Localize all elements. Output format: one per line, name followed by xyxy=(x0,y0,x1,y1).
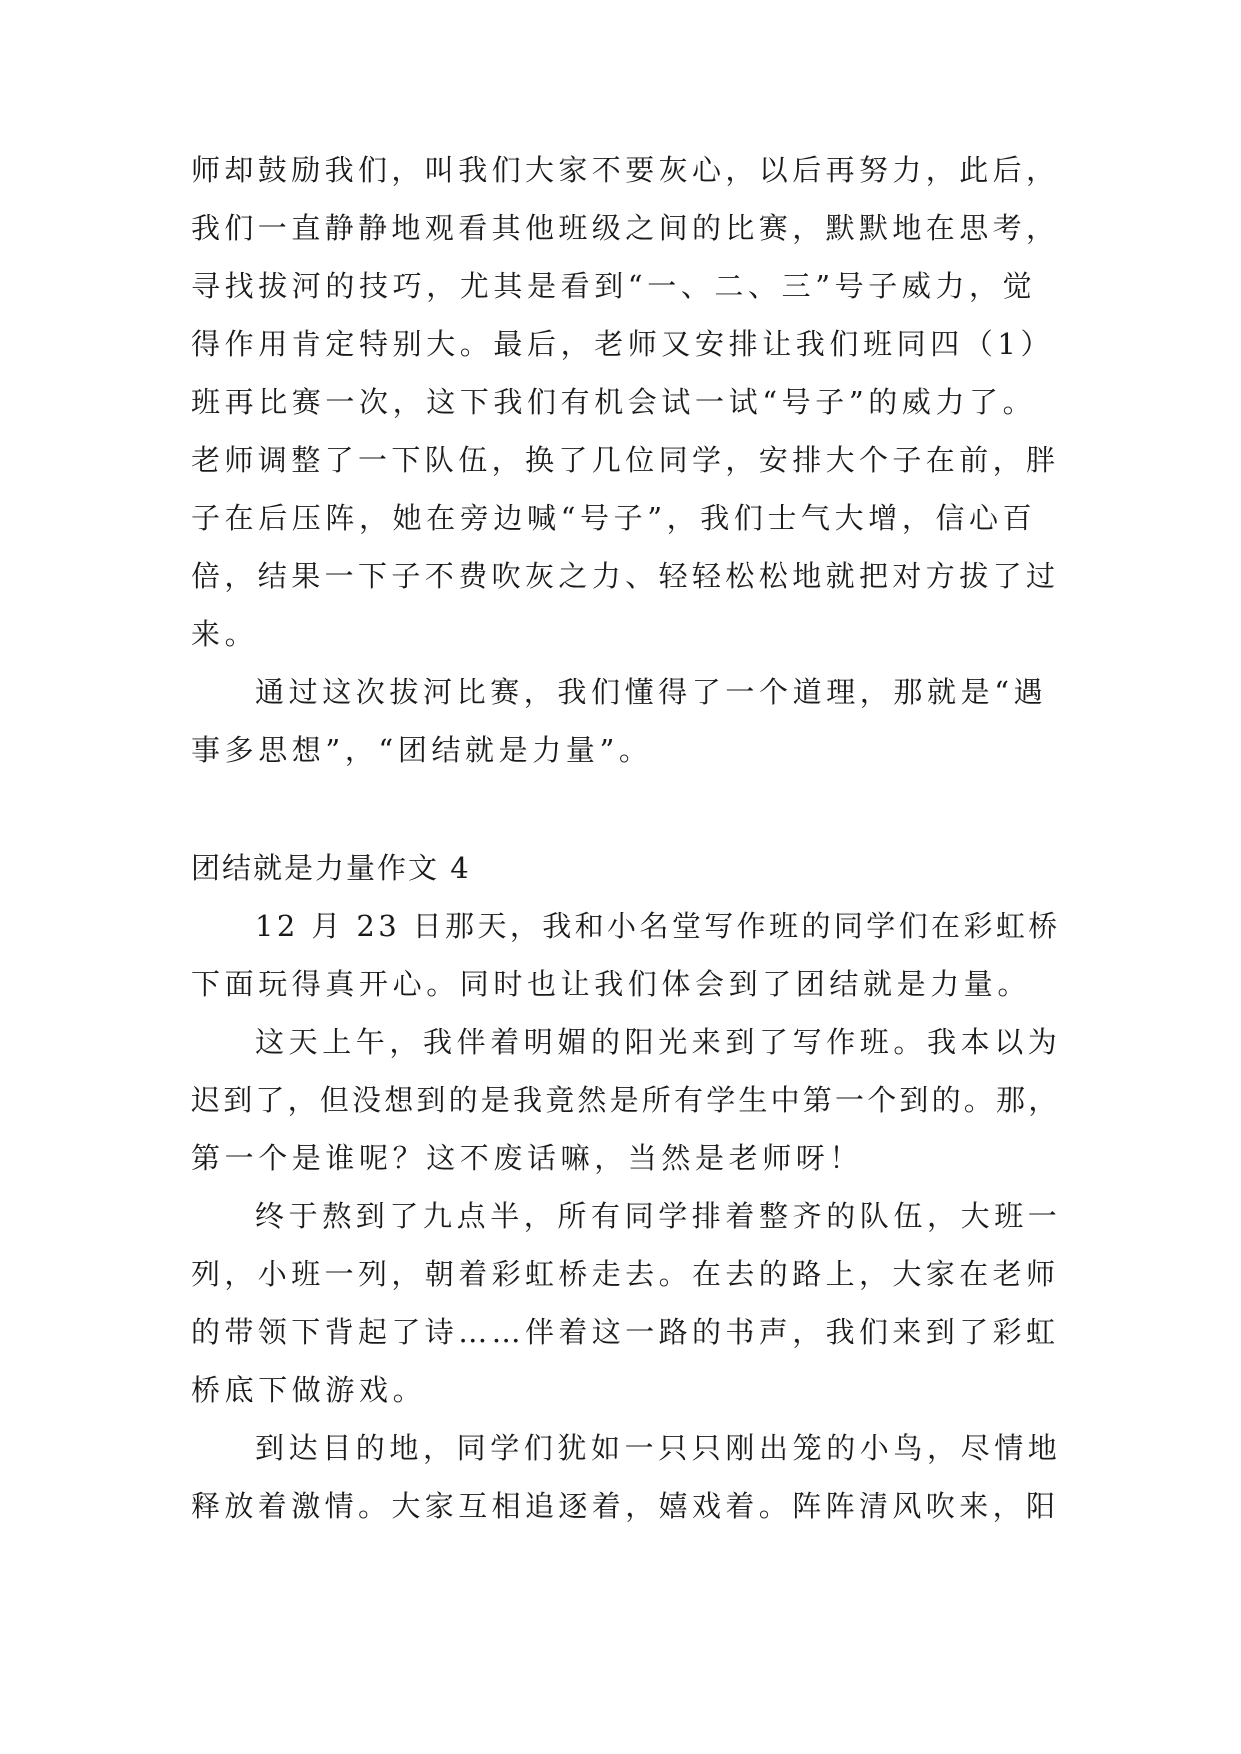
paragraph-line: 终于熬到了九点半，所有同学排着整齐的队伍，大班一 xyxy=(255,1199,1062,1233)
paragraph-line: 12 月 23 日那天，我和小名堂写作班的同学们在彩虹桥 xyxy=(255,909,1061,943)
paragraph-line: 第一个是谁呢？这不废话嘛，当然是老师呀！ xyxy=(191,1141,864,1175)
paragraph-line: 事多思想”，“团结就是力量”。 xyxy=(191,733,653,767)
paragraph-line: 来。 xyxy=(191,617,259,651)
paragraph-line: 释放着激情。大家互相追逐着，嬉戏着。阵阵清风吹来，阳 xyxy=(191,1489,1060,1523)
paragraph-line: 老师调整了一下队伍，换了几位同学，安排大个子在前，胖 xyxy=(191,443,1060,477)
section-heading: 团结就是力量作文 4 xyxy=(191,851,471,885)
paragraph-line: 通过这次拔河比赛，我们懂得了一个道理，那就是“遇 xyxy=(255,675,1048,709)
paragraph-line: 迟到了，但没想到的是我竟然是所有学生中第一个到的。那， xyxy=(191,1083,1061,1117)
paragraph-line: 列，小班一列，朝着彩虹桥走去。在去的路上，大家在老师 xyxy=(191,1257,1060,1291)
paragraph-line: 到达目的地，同学们犹如一只只刚出笼的小鸟，尽情地 xyxy=(255,1431,1062,1465)
paragraph-line: 这天上午，我伴着明媚的阳光来到了写作班。我本以为 xyxy=(255,1025,1062,1059)
paragraph-line: 寻找拔河的技巧，尤其是看到“一、二、三”号子威力，觉 xyxy=(191,269,1037,303)
paragraph-line: 桥底下做游戏。 xyxy=(191,1373,427,1407)
paragraph-line: 的带领下背起了诗……伴着这一路的书声，我们来到了彩虹 xyxy=(191,1315,1060,1349)
paragraph-line: 班再比赛一次，这下我们有机会试一试“号子”的威力了。 xyxy=(191,385,1037,419)
paragraph-line: 子在后压阵，她在旁边喊“号子”，我们士气大增，信心百 xyxy=(191,501,1037,535)
paragraph-line: 倍，结果一下子不费吹灰之力、轻轻松松地就把对方拔了过 xyxy=(191,559,1060,593)
paragraph-line: 得作用肯定特别大。最后，老师又安排让我们班同四（1） xyxy=(191,327,1055,361)
paragraph-line: 师却鼓励我们，叫我们大家不要灰心，以后再努力，此后， xyxy=(191,153,1060,187)
paragraph-line: 我们一直静静地观看其他班级之间的比赛，默默地在思考， xyxy=(191,211,1060,245)
paragraph-line: 下面玩得真开心。同时也让我们体会到了团结就是力量。 xyxy=(191,967,1032,1001)
